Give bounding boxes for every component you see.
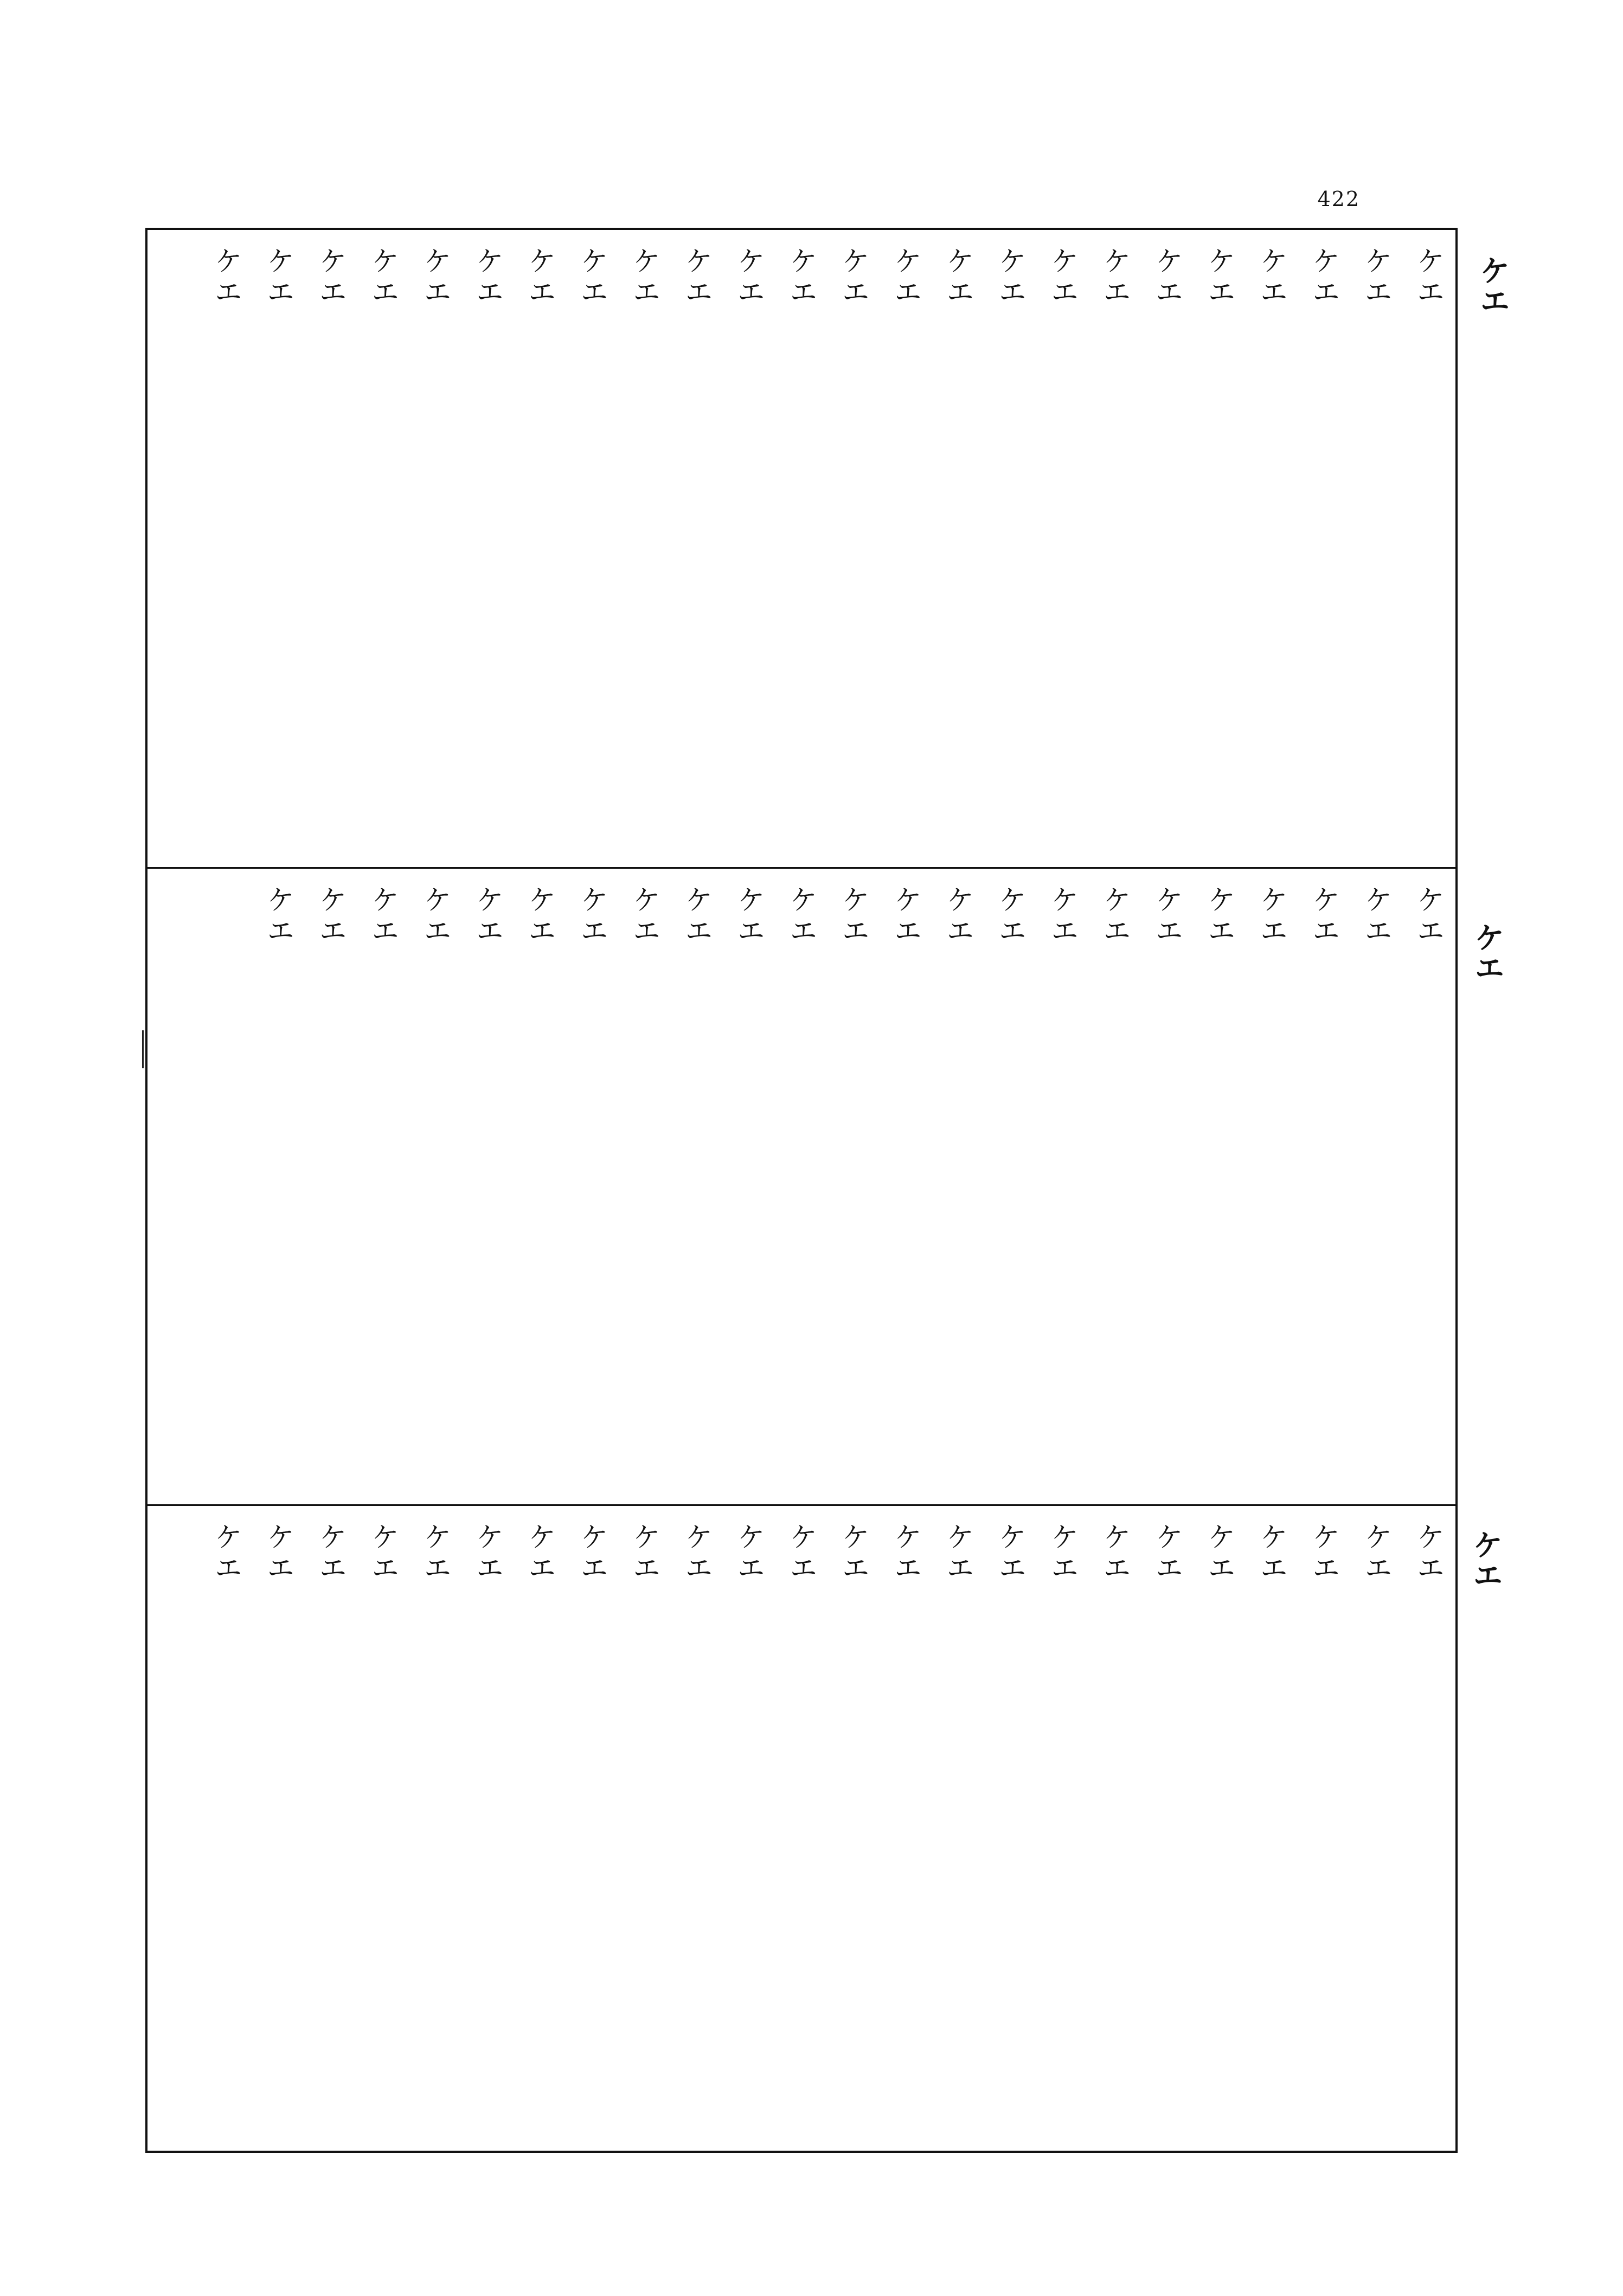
dictionary-column: ケエ xyxy=(732,1522,765,1584)
dictionary-column: ケエ xyxy=(732,246,765,308)
dictionary-column: ケエ xyxy=(523,246,556,308)
dictionary-column: ケエ xyxy=(1254,885,1287,947)
dictionary-column: ケエ xyxy=(1202,885,1235,947)
dictionary-column: ケエ xyxy=(941,1522,974,1584)
top-band xyxy=(147,230,1455,867)
dictionary-column: ケエ xyxy=(261,1522,294,1584)
dictionary-column: ケエ xyxy=(1254,246,1287,308)
dictionary-column: ケエ xyxy=(627,246,660,308)
dictionary-column: ケエ xyxy=(366,246,399,308)
dictionary-column: ケエ xyxy=(889,885,922,947)
dictionary-column: ケエ xyxy=(1359,885,1392,947)
dictionary-column: ケエ xyxy=(261,246,294,308)
dictionary-column: ケエ xyxy=(366,885,399,947)
dictionary-column: ケエ xyxy=(1307,1522,1340,1584)
margin-mark xyxy=(142,1030,144,1068)
dictionary-column: ケエ xyxy=(784,246,817,308)
dictionary-column: ケエ xyxy=(313,1522,347,1584)
running-head-middle: ケエ xyxy=(1470,922,1505,983)
dictionary-column: ケエ xyxy=(418,1522,451,1584)
dictionary-column: ケエ xyxy=(313,885,347,947)
dictionary-column: ケエ xyxy=(679,246,713,308)
dictionary-column: ケエ xyxy=(836,885,869,947)
dictionary-column: ケエ xyxy=(1359,1522,1392,1584)
dictionary-column: ケエ xyxy=(993,885,1026,947)
dictionary-column: ケエ xyxy=(889,1522,922,1584)
dictionary-column: ケエ xyxy=(1150,885,1183,947)
dictionary-column: ケエ xyxy=(1150,246,1183,308)
dictionary-column: ケエ xyxy=(1307,885,1340,947)
dictionary-column: ケエ xyxy=(575,1522,608,1584)
dictionary-column: ケエ xyxy=(1045,246,1079,308)
bottom-band xyxy=(147,1504,1455,2151)
dictionary-column: ケエ xyxy=(575,246,608,308)
running-head-top: ケエ xyxy=(1475,255,1511,316)
dictionary-column: ケエ xyxy=(627,885,660,947)
dictionary-column: ケエ xyxy=(470,246,503,308)
dictionary-column: ケエ xyxy=(784,885,817,947)
dictionary-column: ケエ xyxy=(418,885,451,947)
dictionary-column: ケエ xyxy=(313,246,347,308)
dictionary-column: ケエ xyxy=(679,1522,713,1584)
dictionary-column: ケエ xyxy=(627,1522,660,1584)
dictionary-column: ケエ xyxy=(1359,246,1392,308)
dictionary-column: ケエ xyxy=(732,885,765,947)
dictionary-column: ケエ xyxy=(1412,1522,1444,1584)
dictionary-column: ケエ xyxy=(1150,1522,1183,1584)
dictionary-column: ケエ xyxy=(418,246,451,308)
dictionary-column: ケエ xyxy=(523,1522,556,1584)
dictionary-column: ケエ xyxy=(993,246,1026,308)
dictionary-column: ケエ xyxy=(993,1522,1026,1584)
dictionary-column: ケエ xyxy=(470,885,503,947)
dictionary-column: ケエ xyxy=(889,246,922,308)
dictionary-column: ケエ xyxy=(1202,246,1235,308)
dictionary-column: ケエ xyxy=(1307,246,1340,308)
dictionary-column: ケエ xyxy=(209,1522,242,1584)
dictionary-column: ケエ xyxy=(261,885,294,947)
dictionary-column: ケエ xyxy=(679,885,713,947)
dictionary-frame xyxy=(145,228,1458,2153)
dictionary-column: ケエ xyxy=(1098,885,1131,947)
dictionary-column: ケエ xyxy=(366,1522,399,1584)
dictionary-column: ケエ xyxy=(1202,1522,1235,1584)
running-head-bottom: ケエ xyxy=(1468,1529,1504,1590)
dictionary-column: ケエ xyxy=(836,246,869,308)
dictionary-column: ケエ xyxy=(1412,246,1444,308)
dictionary-column: ケエ xyxy=(941,246,974,308)
dictionary-column: ケエ xyxy=(784,1522,817,1584)
dictionary-column: ケエ xyxy=(575,885,608,947)
dictionary-column: ケエ xyxy=(836,1522,869,1584)
dictionary-column: ケエ xyxy=(1098,246,1131,308)
dictionary-column: ケエ xyxy=(1045,885,1079,947)
dictionary-column: ケエ xyxy=(1045,1522,1079,1584)
middle-band xyxy=(147,867,1455,1504)
dictionary-column: ケエ xyxy=(470,1522,503,1584)
dictionary-column: ケエ xyxy=(209,246,242,308)
dictionary-column: ケエ xyxy=(523,885,556,947)
page-number: 422 xyxy=(1317,187,1360,211)
dictionary-column: ケエ xyxy=(941,885,974,947)
dictionary-column: ケエ xyxy=(1254,1522,1287,1584)
dictionary-column: ケエ xyxy=(1098,1522,1131,1584)
dictionary-column: ケエ xyxy=(1412,885,1444,947)
